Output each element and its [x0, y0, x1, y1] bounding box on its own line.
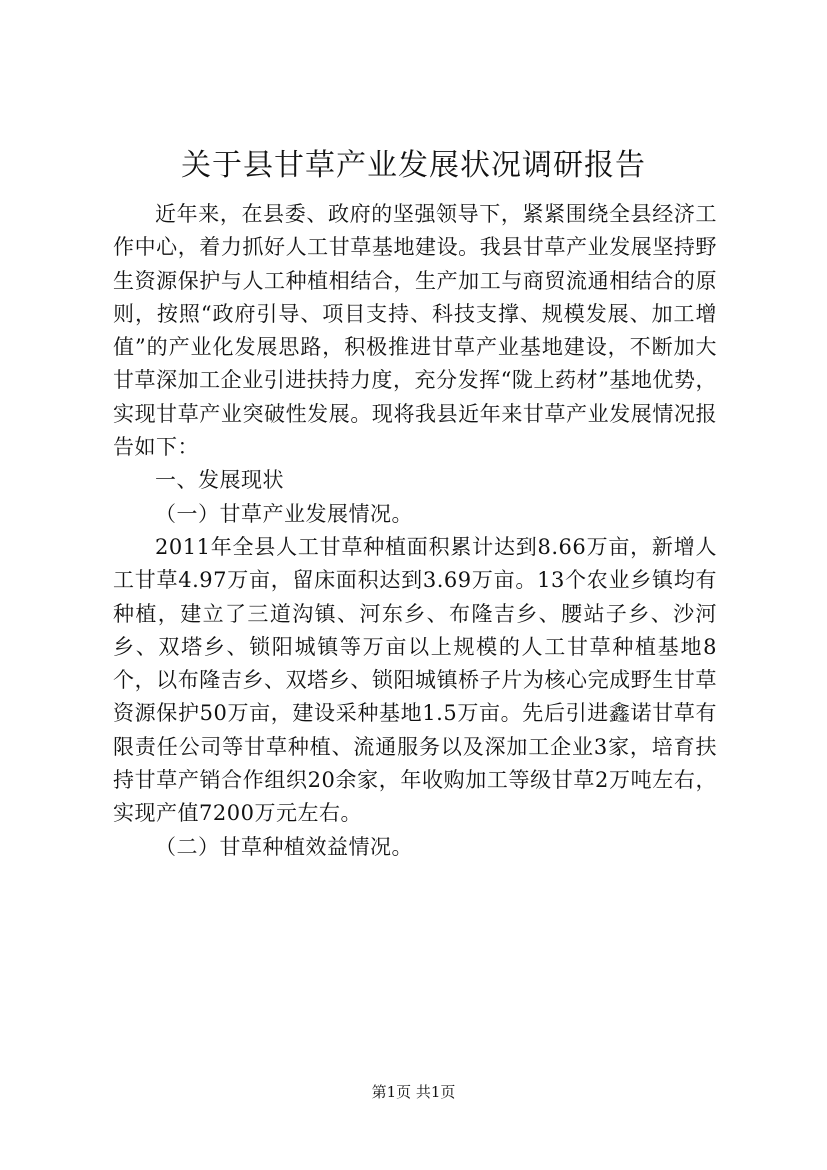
document-body: [113, 198, 717, 864]
page-footer: 第1页 共1页: [371, 1083, 456, 1101]
status-paragraph: 2011年全县人工甘草种植面积累计达到8.66万亩，新增人工甘草4.97万亩，留床面积达到3.69万亩。13个农业乡镇均有种植，建立了三道沟镇、河东乡、布隆吉乡、腰站子乡、沙河乡、双塔乡、锁阳城镇等万亩以上规模的人工甘草种植基地8个，以布隆吉乡、双塔乡、锁阳城镇桥子片为核心完成野生甘草资源保护50万亩，建设采种基地1.5万亩。先后引进鑫诺甘草有限责任公司等甘草种植、流通服务以及深加工企业3家，培育扶持甘草产销合作组织20余家，年收购加工等级甘草2万吨左右，实现产值7200万元左右。: [113, 534, 717, 826]
intro-paragraph: 近年来，在县委、政府的坚强领导下，紧紧围绕全县经济工作中心，着力抓好人工甘草基地建设。我县甘草产业发展坚持野生资源保护与人工种植相结合，生产加工与商贸流通相结合的原则，按照“政府引导、项目支持、科技支撑、规模发展、加工增值”的产业化发展思路，积极推进甘草产业基地建设，不断加大甘草深加工企业引进扶持力度，充分发挥“陇上药材”基地优势，实现甘草产业突破性发展。现将我县近年来甘草产业发展情况报告如下：: [113, 202, 717, 460]
subsection-heading-2: （二）甘草种植效益情况。: [155, 834, 413, 859]
section-heading-1: 一、发展现状: [155, 468, 284, 493]
document-title: 关于县甘草产业发展状况调研报告: [181, 148, 646, 183]
subsection-heading-1: （一）甘草产业发展情况。: [155, 501, 413, 526]
